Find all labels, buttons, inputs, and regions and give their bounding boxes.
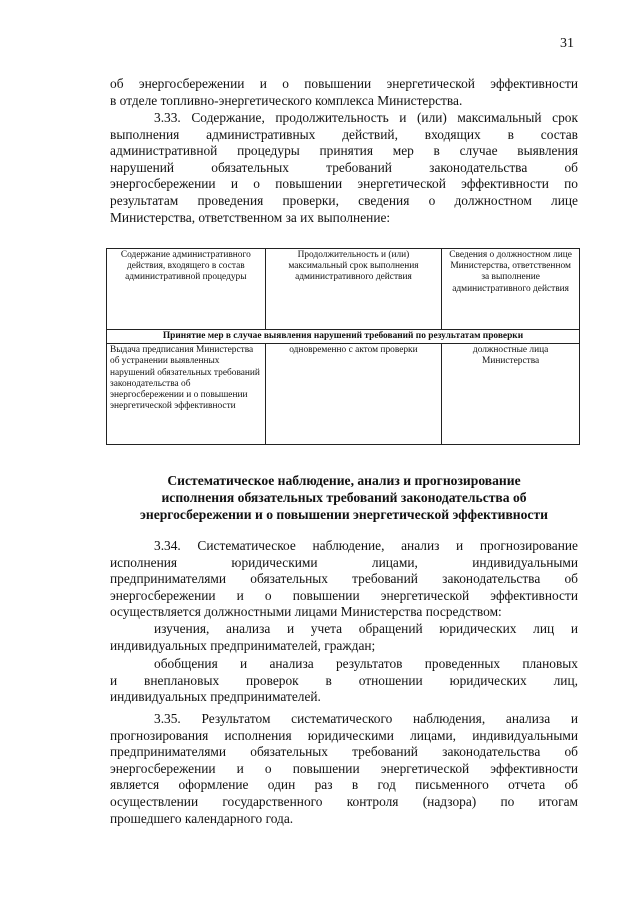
table-row (107, 344, 580, 445)
text-line: выполнения административных действий, входящих в состав (110, 126, 578, 142)
table-cell-action: Выдача предписания Министерства об устранении выявленных нарушений обязательных требований законодательства об энергосбережении и о повышении энергетической эффективности (107, 344, 266, 445)
text-line: изучения, анализа и учета обращений юридических лиц и (154, 621, 578, 636)
table-section-title: Принятие мер в случае выявления нарушений требований по результатам проверки (107, 330, 580, 344)
text-line: осуществлении государственного контроля (надзора) по итогам (110, 793, 578, 809)
table-cell-responsible: должностные лица Министерства (442, 344, 580, 445)
text-line: предпринимателями обязательных требований законодательства об (110, 571, 578, 587)
text-line: прошедшего календарного года. (110, 810, 294, 826)
table-header-row (107, 249, 580, 330)
paragraph-3-35 (110, 711, 578, 827)
text-line: административной процедуры принятия мер в случае выявления (110, 143, 578, 159)
text-line: и внеплановых проверок в отношении юридических лиц, (110, 672, 578, 688)
heading-line: энергосбережении и о повышении энергетической эффективности (140, 507, 548, 522)
text-line: обобщения и анализа результатов проведенных плановых (154, 656, 578, 671)
procedure-table (106, 248, 580, 445)
text-line: исполнения юридическими лицами, индивидуальными (110, 554, 578, 570)
paragraph-3-34 (110, 538, 578, 621)
text-line: в отделе топливно-энергетического комплекса Министерства. (110, 92, 463, 108)
text-line: является оформление один раз в год письменного отчета об (110, 777, 578, 793)
text-line: прогнозирования исполнения юридическими лицами, индивидуальными (110, 727, 578, 743)
heading-line: Систематическое наблюдение, анализ и прогнозирование (167, 473, 521, 488)
table-section-row (107, 330, 580, 344)
text-line: результатам проведения проверки, сведения о должностном лице (110, 192, 578, 208)
paragraph-3-33 (110, 110, 578, 226)
text-line: индивидуальных предпринимателей, граждан; (110, 637, 376, 653)
text-line: энергосбережении и о повышении энергетической эффективности (110, 760, 578, 776)
list-item (110, 656, 578, 706)
table-cell-duration: одновременно с актом проверки (265, 344, 442, 445)
text-line: индивидуальных предпринимателей. (110, 689, 321, 705)
table-header-cell: Продолжительность и (или) максимальный срок выполнения административного действия (265, 249, 442, 330)
text-line: об энергосбережении и о повышении энергетической эффективности (110, 76, 578, 91)
text-line: 3.35. Результатом систематического наблюдения, анализа и (154, 711, 578, 726)
table-header-cell: Содержание административного действия, входящего в состав административной процедуры (107, 249, 266, 330)
heading-line: исполнения обязательных требований законодательства об (161, 490, 527, 505)
section-heading (110, 472, 578, 523)
page-number: 31 (560, 36, 574, 51)
list-item (110, 621, 578, 654)
text-line: Министерства, ответственном за их выполнение: (110, 209, 391, 225)
table-header-cell: Сведения о должностном лице Министерства, ответственном за выполнение административного действия (442, 249, 580, 330)
text-line: 3.34. Систематическое наблюдение, анализ и прогнозирование (154, 538, 578, 553)
text-line: нарушений обязательных требований законодательства об (110, 159, 578, 175)
text-line: энергосбережении и о повышении энергетической эффективности (110, 587, 578, 603)
text-line: осуществляется должностными лицами Министерства посредством: (110, 604, 502, 620)
intro-paragraph (110, 76, 578, 109)
text-line: предпринимателями обязательных требований законодательства об (110, 744, 578, 760)
text-line: 3.33. Содержание, продолжительность и (или) максимальный срок (154, 110, 578, 125)
text-line: энергосбережении и о повышении энергетической эффективности по (110, 176, 578, 192)
